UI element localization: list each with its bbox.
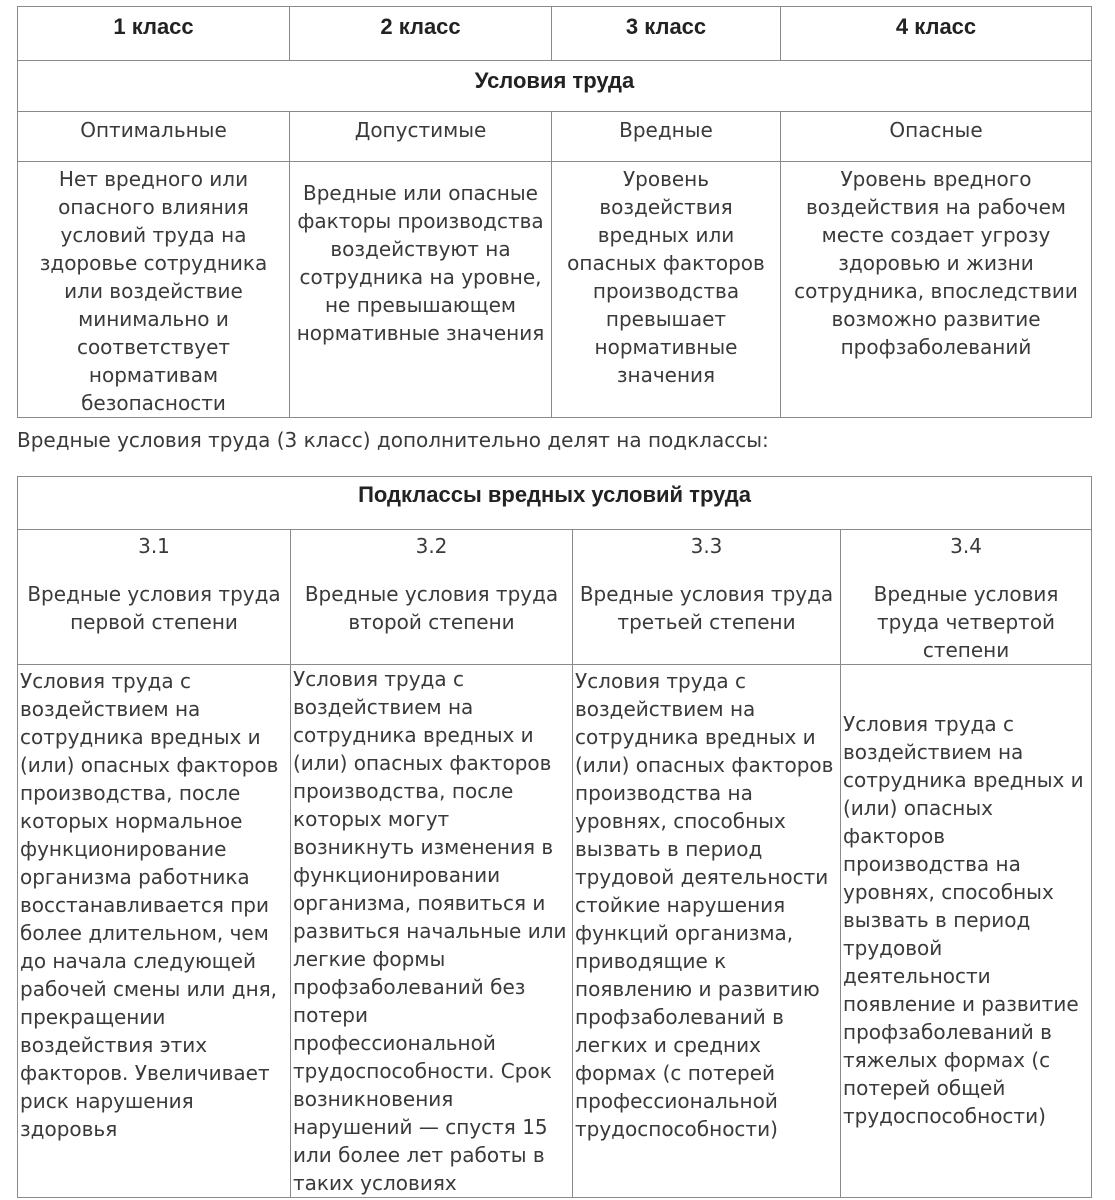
subclass-3-2-description: Условия труда с воздействием на сотрудника вредных и (или) опасных факторов производства, после которых могут возникнуть изменения в функционировании организма, появиться и развиться начальные или легкие формы профзаболеваний без потери профессиональной трудоспособности. Срок возникновения нарушений — спустя 15 или более лет работы в таких условиях [291, 665, 573, 1198]
class-header-row [18, 7, 1092, 61]
subclass-3-4-name: Вредные условия труда четвертой степени [873, 582, 1059, 662]
section-title: Условия труда [18, 61, 1092, 112]
class-4-header: 4 класс [781, 7, 1092, 61]
subclass-3-1-number: 3.1 [138, 534, 170, 558]
condition-names-row [18, 112, 1092, 162]
description-class-2: Вредные или опасные факторы производства воздействуют на сотрудника на уровне, не превышающем нормативные значения [290, 162, 552, 418]
subclass-3-3-name: Вредные условия труда третьей степени [579, 582, 834, 634]
working-conditions-classes-table [17, 6, 1092, 418]
condition-acceptable: Допустимые [290, 112, 552, 162]
description-class-1: Нет вредного или опасного влияния условий труда на здоровье сотрудника или воздействие минимально и соответствует нормативам безопасности [18, 162, 290, 418]
subclass-3-4-description: Условия труда с воздействием на сотрудника вредных и (или) опасных факторов производства на уровнях, способных вызвать в период трудовой деятельности появление и развитие профзаболеваний в тяжелых формах (с потерей общей трудоспособности) [841, 665, 1092, 1198]
subclasses-title-row [18, 477, 1092, 530]
subclass-3-3 [573, 530, 841, 665]
condition-dangerous: Опасные [781, 112, 1092, 162]
subclasses-title: Подклассы вредных условий труда [18, 477, 1092, 530]
subclass-descriptions-row [18, 665, 1092, 1198]
subclass-3-2 [291, 530, 573, 665]
class-3-header: 3 класс [552, 7, 781, 61]
class-2-header: 2 класс [290, 7, 552, 61]
subclass-3-2-name: Вредные условия труда второй степени [304, 582, 559, 634]
condition-harmful: Вредные [552, 112, 781, 162]
subclass-names-row [18, 530, 1092, 665]
description-class-3: Уровень воздействия вредных или опасных факторов производства превышает нормативные значения [552, 162, 781, 418]
section-title-row [18, 61, 1092, 112]
subclasses-intro-paragraph: Вредные условия труда (3 класс) дополнительно делят на подклассы: [17, 428, 769, 452]
subclass-3-4-number: 3.4 [950, 534, 982, 558]
subclass-3-3-description: Условия труда с воздействием на сотрудника вредных и (или) опасных факторов производства на уровнях, способных вызвать в период трудовой деятельности стойкие нарушения функций организма, приводящие к появлению и развитию профзаболеваний в легких и средних формах (с потерей профессиональной трудоспособности) [573, 665, 841, 1198]
harmful-subclasses-table [17, 476, 1092, 1198]
subclass-3-1-description: Условия труда с воздействием на сотрудника вредных и (или) опасных факторов производства, после которых нормальное функционирование организма работника восстанавливается при более длительном, чем до начала следующей рабочей смены или дня, прекращении воздействия этих факторов. Увеличивает риск нарушения здоровья [18, 665, 291, 1198]
subclass-3-4 [841, 530, 1092, 665]
subclass-3-1 [18, 530, 291, 665]
condition-descriptions-row [18, 162, 1092, 418]
subclass-3-3-number: 3.3 [690, 534, 723, 558]
condition-optimal: Оптимальные [18, 112, 290, 162]
description-class-4: Уровень вредного воздействия на рабочем месте создает угрозу здоровью и жизни сотрудника, впоследствии возможно развитие профзаболеваний [781, 162, 1092, 418]
subclass-3-1-name: Вредные условия труда первой степени [27, 582, 281, 634]
class-1-header: 1 класс [18, 7, 290, 61]
subclass-3-2-number: 3.2 [415, 534, 448, 558]
